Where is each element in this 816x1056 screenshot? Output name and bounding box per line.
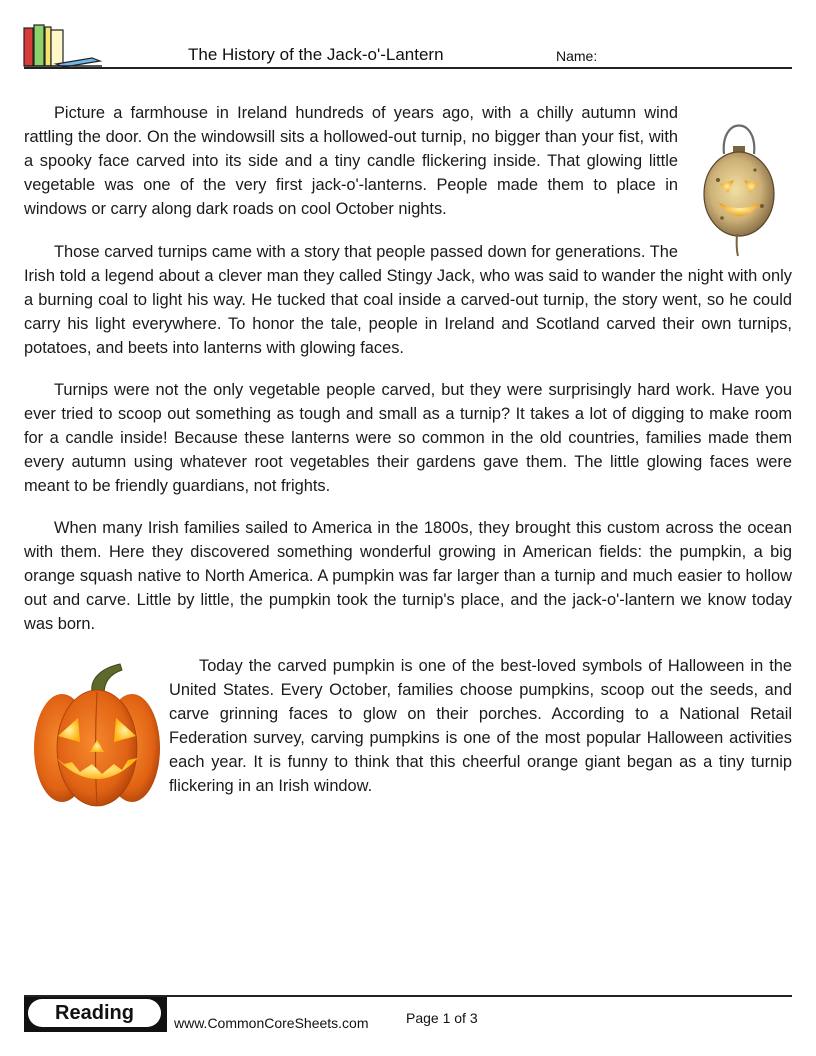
paragraph-2-text: Those carved turnips came with a story that people passed down for generations. The Irish told a legend about a clever man they called Stingy Jack, who was said to wander the night with only a burning coal to light his way. He tucked that coal inside a carved-out turnip, the story went, so he could carry his light everywhere. To honor the tale, people in Ireland and Scotland carved their own turnips, potatoes, and beets into lanterns with glowing faces. <box>24 243 792 357</box>
page-number: Page 1 of 3 <box>406 1010 478 1026</box>
name-label: Name: <box>556 48 598 64</box>
carved-pumpkin-image <box>32 660 162 810</box>
subject-badge <box>24 997 167 1032</box>
paragraph-5: Today the carved pumpkin is one of the best-loved symbols of Halloween in the United States. Every October, families choose pumpkins, scoop out the seeds, and carve grinning faces to glow on their porches. According to a National Retail Federation survey, carving pumpkins is one of the most popular Halloween activities each year. It is funny to think that this cheerful orange giant began as a tiny turnip flickering in an Irish window. <box>169 657 792 795</box>
header-divider <box>24 67 792 69</box>
page-title: The History of the Jack-o'-Lantern <box>188 45 444 64</box>
paragraph-1: Picture a farmhouse in Ireland hundreds of years ago, with a chilly autumn wind rattling the door. On the windowsill sits a hollowed-out turnip, no bigger than your fist, with a spooky face carved into its side and a tiny candle flickering inside. That glowing little vegetable was one of the very first jack-o'-lanterns. People made them to place in windows or carry along dark roads on cool October nights. <box>24 104 678 218</box>
turnip-lantern-image <box>700 110 778 258</box>
books-icon <box>22 24 104 68</box>
subject-label: Reading <box>55 1001 134 1024</box>
paragraph-4: When many Irish families sailed to America in the 1800s, they brought this custom across the ocean with them. Here they discovered something wonderful growing in American fields: the pumpkin, a big orange squash native to North America. A pumpkin was far larger than a turnip and much easier to hollow out and carve. Little by little, the pumpkin took the turnip's place, and the jack-o'-lantern we know today was born. <box>24 519 792 633</box>
paragraph-3: Turnips were not the only vegetable people carved, but they were surprisingly hard work. Have you ever tried to scoop out something as tough and small as a turnip? It takes a lot of digging to make room for a candle inside! Because these lanterns were so common in the old countries, families made them every autumn using whatever root vegetables their gardens gave them. The little glowing faces were meant to be friendly guardians, not frights. <box>24 381 792 495</box>
footer-website: www.CommonCoreSheets.com <box>174 1015 369 1031</box>
paragraph-2 <box>24 240 792 360</box>
subject-badge-pill <box>28 999 161 1027</box>
